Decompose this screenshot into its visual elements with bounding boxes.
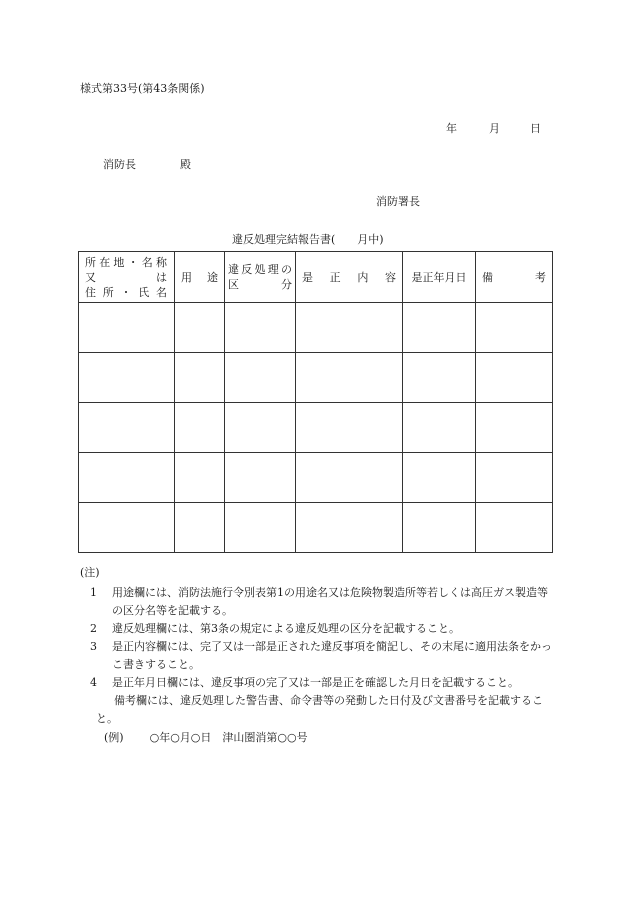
cell-remarks[interactable] [476,503,553,553]
cell-date[interactable] [403,303,476,353]
form-number: 様式第33号(第43条関係) [80,82,205,95]
header-violation-category: 違反処理の 区分 [225,252,296,303]
note-text: 用途欄には、消防法施行令別表第1の用途名又は危険物製造所等若しくは高圧ガス製造等の区分名等を記載する。 [112,586,548,617]
cell-date[interactable] [403,403,476,453]
date-day-label: 日 [530,122,541,135]
table-row [79,503,553,553]
cell-usage[interactable] [175,403,225,453]
header-correction-date: 是正年月日 [403,252,476,303]
date-line [446,120,541,136]
note-item [80,638,555,674]
header-correction-content: 是正内容 [296,252,403,303]
header-location: 所在地・名称 又 は 住所・氏名 [79,252,175,303]
cell-violation[interactable] [225,453,296,503]
note-text: 是正内容欄には、完了又は一部是正された違反事項を簡記し、その末尾に適用法条をかっこ書きすること。 [112,640,552,671]
cell-violation[interactable] [225,353,296,403]
cell-location[interactable] [79,503,175,553]
note-item [80,620,555,638]
note-text: 違反処理欄には、第3条の規定による違反処理の区分を記載すること。 [112,622,460,635]
cell-usage[interactable] [175,353,225,403]
cell-remarks[interactable] [476,303,553,353]
cell-content[interactable] [296,303,403,353]
cell-remarks[interactable] [476,453,553,503]
cell-location[interactable] [79,453,175,503]
note-number: 4 [90,676,97,689]
note-number: 3 [90,640,97,653]
header-remarks: 備考 [476,252,553,303]
note-example [80,729,555,747]
note-item [80,674,555,692]
cell-location[interactable] [79,403,175,453]
addressee-title: 消防長 [103,158,136,171]
cell-usage[interactable] [175,453,225,503]
addressee-honorific: 殿 [180,158,191,171]
note-item [80,584,555,620]
cell-date[interactable] [403,453,476,503]
cell-remarks[interactable] [476,403,553,453]
cell-content[interactable] [296,353,403,403]
cell-remarks[interactable] [476,353,553,403]
table-row [79,303,553,353]
cell-content[interactable] [296,453,403,503]
notes-section [80,564,555,747]
cell-location[interactable] [79,353,175,403]
header-usage: 用途 [175,252,225,303]
example-text: ○年○月○日 津山圏消第○○号 [149,731,308,744]
document-title: 違反処理完結報告書( 月中) [232,233,384,246]
date-year-label: 年 [446,122,457,135]
notes-heading: (注) [80,566,100,579]
example-label: (例) [104,731,124,744]
addressee [103,156,191,172]
cell-usage[interactable] [175,503,225,553]
table-header-row [79,252,553,303]
cell-location[interactable] [79,303,175,353]
table-row [79,453,553,503]
date-month-label: 月 [489,122,500,135]
note-text: 是正年月日欄には、違反事項の完了又は一部是正を確認した月日を記載すること。 [112,676,519,689]
note-number: 1 [90,586,97,599]
cell-violation[interactable] [225,403,296,453]
note-continuation: 備考欄には、違反処理した警告書、命令書等の発動した日付及び文書番号を記載すること。 [96,694,543,725]
sender: 消防署長 [376,195,420,208]
cell-content[interactable] [296,403,403,453]
table-row [79,353,553,403]
cell-content[interactable] [296,503,403,553]
report-table [78,251,553,553]
cell-usage[interactable] [175,303,225,353]
cell-violation[interactable] [225,303,296,353]
cell-date[interactable] [403,353,476,403]
note-number: 2 [90,622,97,635]
cell-violation[interactable] [225,503,296,553]
cell-date[interactable] [403,503,476,553]
table-row [79,403,553,453]
